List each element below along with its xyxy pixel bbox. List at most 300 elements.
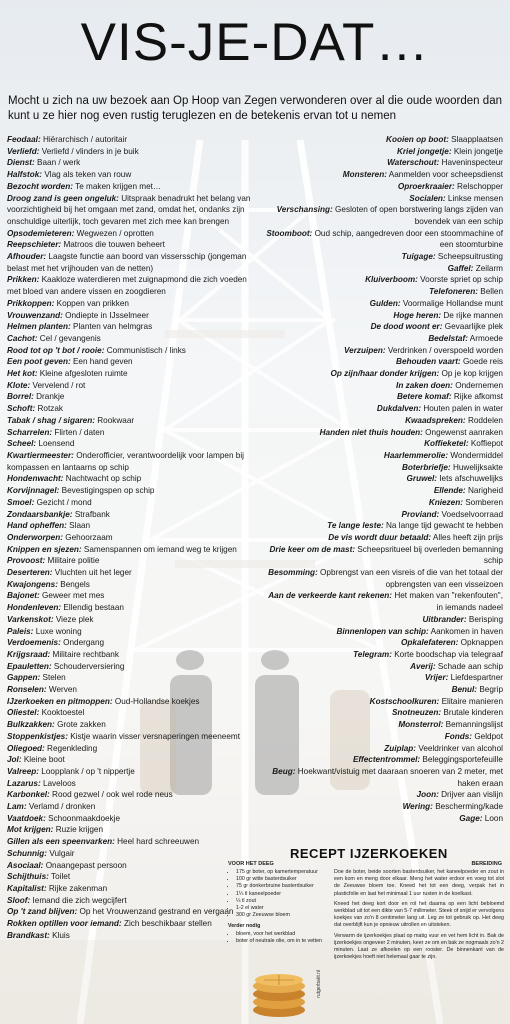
glossary-term: Verzuipen: [344, 345, 386, 355]
glossary-entry [7, 906, 253, 918]
glossary-entry [7, 637, 253, 649]
glossary-definition: Liefdespartner [450, 673, 503, 683]
glossary-definition: Roddelen [467, 415, 503, 425]
glossary-definition: Rood gezwel / ook wel rode neus [52, 790, 173, 800]
glossary-entry [263, 415, 503, 427]
glossary-definition: Grote zakken [57, 720, 106, 730]
glossary-definition: Oud schip, aangedreven door een stoommachine of een stoomturbine [314, 228, 503, 250]
glossary-definition: Luxe woning [35, 626, 82, 636]
glossary-entry [7, 801, 253, 813]
glossary-entry [263, 274, 503, 286]
glossary-definition: Houten palen in water [423, 404, 503, 414]
glossary-entry [263, 590, 503, 613]
glossary-term: Waterschout: [387, 158, 440, 168]
glossary-term: Verschansing: [276, 205, 333, 215]
glossary-entry [7, 602, 253, 614]
glossary-definition: Rotzak [37, 404, 63, 414]
glossary-term: Het kot: [7, 369, 38, 379]
glossary-definition: Aankomen in haven [430, 626, 503, 636]
recipe-step: Kneed het deeg kort door en rol het daarna op een licht bebloemd werkblad uit tot een dikte van 5-7 millimeter. Steek of snijd er vervolgens koekjes van zo'n 8 centimeter lang uit. Leg ze tot gebruik op. Het deeg dat overblijft kun je opnieuw uitrollen en uitsteken. [334, 900, 504, 929]
glossary-entry [7, 415, 253, 427]
glossary-entry [263, 567, 503, 590]
glossary-definition: Linkse mensen [447, 193, 503, 203]
glossary-term: Halfstok: [7, 170, 43, 180]
glossary-definition: Geweer met mes [42, 591, 105, 601]
glossary-definition: Voorste spriet op schip [420, 275, 503, 285]
glossary-definition: Alles heeft zijn prijs [432, 532, 503, 542]
glossary-entry [263, 520, 503, 532]
glossary-definition: Huwelijksakte [452, 462, 503, 472]
glossary-entry [263, 661, 503, 673]
glossary-term: Fonds: [444, 731, 473, 741]
glossary-term: De vis wordt duur betaald: [328, 532, 432, 542]
glossary-term: Koffieketel: [424, 439, 469, 449]
glossary-term: Bezocht worden: [7, 181, 73, 191]
glossary-term: Kniezen: [428, 497, 463, 507]
glossary-term: Kwaadspreken: [405, 415, 466, 425]
glossary-definition: Schouderversiering [53, 661, 125, 671]
glossary-entry [263, 497, 503, 509]
glossary-term: Vrouwenzand: [7, 310, 63, 320]
glossary-definition: Wondermiddel [450, 450, 503, 460]
glossary-term: Opkalefateren: [401, 638, 459, 648]
glossary-term: Afhouder: [7, 252, 47, 262]
glossary-definition: Kleine afgesloten ruimte [39, 369, 128, 379]
glossary-term: Ronselen: [7, 685, 47, 695]
glossary-definition: Scheepsritueel bij overleden bemanning schip [357, 544, 503, 566]
glossary-definition: Op je kop krijgen [441, 369, 503, 379]
ingredients-list [228, 869, 328, 945]
glossary-entry [7, 544, 253, 556]
glossary-term: Aan de verkeerde kant rekenen: [268, 591, 393, 601]
glossary-definition: Drankje [36, 392, 65, 402]
glossary-entry [263, 251, 503, 263]
glossary-entry [7, 380, 253, 392]
glossary-entry [263, 731, 503, 743]
glossary-definition: Ruzie krijgen [55, 825, 104, 835]
glossary-term: Jol: [7, 755, 22, 765]
glossary-definition: Schoonmaakdoekje [48, 813, 121, 823]
glossary-term: Hand opheffen: [7, 521, 67, 531]
glossary-term: Wering: [402, 802, 433, 812]
glossary-entry [7, 532, 253, 544]
glossary-term: Effectentrommel: [352, 755, 421, 765]
recipe-title: RECEPT IJZERKOEKEN [290, 846, 448, 861]
glossary-definition: Kaakloze waterdieren met zuignapmond die zich voeden met bloed van andere vissen en zoogdieren [7, 275, 247, 297]
glossary-definition: Begrip [479, 685, 503, 695]
glossary-entry [263, 626, 503, 638]
glossary-term: Epauletten: [7, 661, 52, 671]
glossary-term: Karbonkel: [7, 790, 50, 800]
recipe-steps [334, 869, 504, 964]
glossary-entry [7, 345, 253, 357]
glossary-term: Uitbrander: [422, 614, 467, 624]
glossary-term: Handen niet thuis houden: [319, 427, 423, 437]
glossary-term: Dienst: [7, 158, 35, 168]
glossary-definition: Gezicht / mond [36, 497, 92, 507]
glossary-entry [7, 707, 253, 719]
glossary-entry [263, 614, 503, 626]
glossary-term: Schunnig: [7, 848, 48, 858]
glossary-entry [7, 626, 253, 638]
glossary-entry [263, 427, 503, 439]
cookie-stack-icon [250, 968, 308, 1018]
glossary-term: Scheel: [7, 439, 37, 449]
glossary-definition: Loensend [38, 439, 75, 449]
glossary-term: Gruwel: [406, 474, 437, 484]
glossary-definition: Toilet [51, 872, 71, 882]
glossary-term: Reepschieter: [7, 240, 62, 250]
glossary-term: Hondenwacht: [7, 474, 64, 484]
glossary-term: Lazarus: [7, 778, 41, 788]
glossary-entry [7, 918, 253, 930]
glossary-definition: Drijver aan vislijn [441, 790, 503, 800]
glossary-entry [7, 836, 253, 848]
glossary-definition: Opknappen [460, 638, 503, 648]
glossary-definition: Ellendig bestaan [63, 603, 124, 613]
glossary-entry [7, 228, 253, 240]
glossary-term: Helmen planten: [7, 322, 71, 332]
glossary-entry [263, 754, 503, 766]
glossary-entry [7, 169, 253, 181]
glossary-definition: Zeilarm [475, 263, 503, 273]
glossary-definition: Hiërarchisch / autoritair [42, 135, 128, 144]
glossary-term: Op zijn/haar donder krijgen: [330, 369, 440, 379]
glossary-term: Drie keer om de mast: [269, 544, 356, 554]
recipe-step: Doe de boter, beide soorten basterdsuiker, het kaneelpoeder en zout in een kom en meng door elkaar. Meng het water erdoor en voeg tot slot de Zeeuwse bloem toe. Kneed het tot een deeg, verpak het in plasticfolie en laat het minimaal 1 uur rusten in de koelkast. [334, 869, 504, 897]
glossary-entry [7, 450, 253, 473]
glossary-term: Een poot geven: [7, 357, 71, 367]
glossary-definition: Ondernemen [455, 380, 503, 390]
glossary-definition: Laagste functie aan boord van vissersschip (jongeman belast met het vrijhouden van de netten) [7, 252, 247, 273]
glossary-entry [263, 509, 503, 521]
glossary-entry [263, 193, 503, 205]
glossary-term: Lam: [7, 802, 27, 812]
glossary-right-column [263, 134, 503, 824]
glossary-entry [7, 403, 253, 415]
recipe-list-item: • bloem, voor het werkblad [236, 931, 328, 938]
glossary-definition: Iets afschuwelijks [439, 474, 503, 484]
glossary-entry [263, 485, 503, 497]
glossary-entry [263, 789, 503, 801]
glossary-entry [263, 157, 503, 169]
glossary-entry [7, 251, 253, 274]
glossary-term: Joon: [416, 790, 439, 800]
glossary-entry [7, 590, 253, 602]
glossary-definition: Gevaarlijke plek [444, 322, 503, 332]
glossary-definition: Communistisch / links [106, 345, 186, 355]
glossary-term: Prikkoppen: [7, 298, 55, 308]
glossary-entry [7, 684, 253, 696]
glossary-term: Kriel jongetje: [396, 146, 452, 156]
glossary-entry [263, 286, 503, 298]
glossary-definition: Verdrinken / overspoeld worden [387, 345, 503, 355]
glossary-term: Gaffel: [447, 263, 474, 273]
glossary-entry [263, 298, 503, 310]
glossary-definition: Op het Vrouwenzand gestrand en vergaan [79, 907, 234, 917]
glossary-definition: Militaire politie [47, 556, 100, 566]
glossary-definition: Ondergang [63, 638, 105, 648]
glossary-definition: Loopplank / op 't nippertje [41, 766, 135, 776]
glossary-term: Prikken: [7, 275, 40, 285]
glossary-definition: Kooktoestel [41, 708, 85, 718]
glossary-entry [7, 579, 253, 591]
glossary-entry [263, 462, 503, 474]
glossary-term: Haarlemmerolie: [383, 450, 449, 460]
glossary-entry [7, 813, 253, 825]
glossary-entry [263, 438, 503, 450]
glossary-entry [7, 719, 253, 731]
glossary-term: Gillen als een speenvarken: [7, 837, 115, 847]
glossary-entry [7, 473, 253, 485]
glossary-entry [263, 368, 503, 380]
glossary-term: Socialen: [409, 193, 446, 203]
glossary-entry [263, 228, 503, 251]
glossary-definition: Hoekwant/vistuig met daaraan snoeren van 2 meter, met haken eraan [297, 766, 503, 788]
glossary-definition: Zich beschikbaar stellen [123, 919, 212, 929]
glossary-definition: Bengels [60, 579, 90, 589]
glossary-definition: Bellen [480, 287, 503, 297]
glossary-definition: Armoede [469, 333, 503, 343]
glossary-term: Vaatdoek: [7, 813, 46, 823]
glossary-entry [7, 672, 253, 684]
glossary-term: Asociaal: [7, 860, 44, 870]
glossary-term: Gappen: [7, 673, 41, 683]
glossary-term: Mot krijgen: [7, 825, 54, 835]
glossary-term: Boterbriefje: [401, 462, 451, 472]
glossary-term: Telefoneren: [429, 287, 478, 297]
glossary-entry [7, 333, 253, 345]
glossary-entry [7, 661, 253, 673]
glossary-term: Oliestel: [7, 708, 40, 718]
glossary-entry [263, 766, 503, 789]
glossary-term: Kwajongens: [7, 579, 58, 589]
glossary-definition: Koffiepot [470, 439, 503, 449]
glossary-entry [263, 473, 503, 485]
glossary-term: Zuiplap: [384, 743, 417, 753]
glossary-term: Besomming: [268, 568, 318, 578]
glossary-entry [263, 719, 503, 731]
page-title: VIS-JE-DAT… [80, 13, 430, 72]
glossary-entry [7, 930, 253, 942]
glossary-entry [7, 848, 253, 860]
recipe-list-item: • 1-2 el water [236, 905, 328, 912]
glossary-term: Brandkast: [7, 930, 50, 940]
glossary-term: Gage: [459, 813, 483, 823]
glossary-definition: Beleggingsportefeuille [422, 755, 503, 765]
glossary-definition: Opbrengst van een visreis of die van het totaal der opbrengsten van een visseizoen [320, 568, 503, 589]
glossary-definition: Matroos die touwen beheert [63, 240, 165, 250]
glossary-term: Varkenskot: [7, 614, 54, 624]
glossary-definition: Nachtwacht op schip [65, 474, 142, 484]
glossary-entry [263, 181, 503, 193]
glossary-term: Stoomboot: [266, 228, 313, 238]
glossary-entry [263, 544, 503, 567]
glossary-definition: Veeldrinker van alcohol [418, 743, 503, 753]
glossary-term: Scharrelen: [7, 427, 53, 437]
glossary-definition: Slaapplaatsen [451, 135, 503, 144]
glossary-definition: Vlag als teken van rouw [44, 170, 132, 180]
glossary-term: Vrijer: [424, 673, 449, 683]
glossary-definition: Elitaire manieren [441, 696, 503, 706]
glossary-term: Te lange leste: [327, 521, 384, 531]
glossary-entry [263, 321, 503, 333]
glossary-entry [7, 743, 253, 755]
glossary-term: Tuigage: [401, 252, 436, 262]
glossary-term: Stoppenkistjes: [7, 731, 68, 741]
glossary-term: Telegram: [353, 649, 392, 659]
extra-heading: Verder nodig [228, 923, 261, 930]
glossary-term: Kostschoolkuren: [369, 696, 440, 706]
glossary-entry [7, 485, 253, 497]
glossary-term: Binnenlopen van schip: [336, 626, 429, 636]
glossary-entry [7, 368, 253, 380]
glossary-entry [7, 239, 253, 251]
glossary-term: Beug: [272, 766, 296, 776]
glossary-entry [7, 520, 253, 532]
glossary-definition: Cel / gevangenis [39, 333, 101, 343]
glossary-left-column [7, 134, 253, 942]
glossary-entry [7, 310, 253, 322]
glossary-term: Schijthuis: [7, 872, 49, 882]
glossary-definition: Rijke afkomst [453, 392, 503, 402]
steps-heading: BEREIDING [471, 861, 502, 867]
recipe-list-item: • 300 gr Zeeuwse bloem [236, 912, 328, 919]
glossary-definition: Gesloten of open borstwering langs zijden van bovendek van een schip [335, 205, 503, 226]
glossary-term: Kwartiermeester: [7, 450, 74, 460]
glossary-definition: Te maken krijgen met… [75, 181, 162, 191]
glossary-entry [7, 731, 253, 743]
glossary-term: Tabak / shag / sigaren: [7, 415, 95, 425]
glossary-definition: Iemand die zich wegcijfert [32, 895, 127, 905]
glossary-definition: Voedselvoorraad [441, 509, 503, 519]
glossary-entry [7, 391, 253, 403]
glossary-term: Bajonet: [7, 591, 40, 601]
glossary-definition: Baan / werk [37, 158, 81, 168]
glossary-definition: Oud-Hollandse koekjes [114, 696, 200, 706]
glossary-definition: Narigheid [467, 486, 503, 496]
recipe-box [228, 846, 504, 1020]
glossary-definition: De rijke mannen [443, 310, 503, 320]
glossary-entry [263, 310, 503, 322]
glossary-term: Kluiverboom: [365, 275, 418, 285]
glossary-definition: Wegwezen / oprotten [76, 228, 154, 238]
glossary-term: Averij: [410, 661, 436, 671]
glossary-entry [263, 743, 503, 755]
glossary-entry [263, 263, 503, 275]
glossary-definition: Kistje waarin visser versnaperingen meeneemt [70, 731, 240, 741]
recipe-list-item: • ¼ tl zout [236, 898, 328, 905]
glossary-entry [263, 333, 503, 345]
glossary-term: Snotneuzen: [391, 708, 442, 718]
glossary-term: Hondenleven: [7, 603, 62, 613]
glossary-entry [263, 649, 503, 661]
glossary-definition: Kluis [52, 930, 70, 940]
glossary-entry [263, 345, 503, 357]
intro-text: Mocht u zich na uw bezoek aan Op Hoop van Zegen verwonderen over al die oude woorden dan kunt u ze hier nog even rustig teruglezen en de betekenis ervan tot u nemen [8, 95, 502, 122]
glossary-term: Bedelstaf: [428, 333, 468, 343]
glossary-term: Deserteren: [7, 568, 53, 578]
glossary-definition: Vervelend / rot [32, 380, 86, 390]
glossary-definition: Klein jongetje [453, 146, 503, 156]
glossary-definition: Rookwaar [97, 415, 135, 425]
glossary-definition: Een hand geven [72, 357, 133, 367]
glossary-entry [7, 860, 253, 872]
glossary-definition: Onderofficier, verantwoordelijk voor lampen bij kompassen en lantaarns op schip [7, 450, 244, 472]
glossary-entry [7, 157, 253, 169]
glossary-term: Gulden: [369, 298, 401, 308]
glossary-entry [7, 146, 253, 158]
glossary-definition: Regenkleding [47, 743, 98, 753]
glossary-term: Dukdalven: [376, 404, 422, 414]
glossary-definition: Brutale kinderen [443, 708, 503, 718]
glossary-entry [263, 134, 503, 146]
glossary-entry [7, 427, 253, 439]
glossary-entry [7, 438, 253, 450]
glossary-term: Valreep: [7, 766, 40, 776]
glossary-entry [263, 391, 503, 403]
glossary-definition: Bevestigingspen op schip [61, 486, 155, 496]
glossary-entry [7, 789, 253, 801]
glossary-definition: Schade aan schip [437, 661, 503, 671]
glossary-term: Knippen en sjezen: [7, 544, 82, 554]
glossary-definition: Verliefd / vlinders in je buik [41, 146, 139, 156]
glossary-term: In zaken doen: [396, 380, 453, 390]
glossary-entry [7, 824, 253, 836]
glossary-entry [7, 754, 253, 766]
glossary-definition: Samenspannen om iemand weg te krijgen [83, 544, 237, 554]
glossary-definition: Flirten / daten [54, 427, 105, 437]
glossary-term: Oproerkraaier: [397, 181, 455, 191]
glossary-term: Verliefd: [7, 146, 40, 156]
recipe-step: Verwarm de ijzerkoekjes plaat op matig vuur en vet hem licht in. Bak de ijzerkoekjes ongeveer 2 minuten, keer ze om en bak ze nogmaals zo'n 2 minuten. Laat ze afkoelen op een rooster. De binnenkant van de ijzerkoekjes hoeft niet helemaal gaar te zijn. [334, 932, 504, 961]
glossary-definition: Slaan [69, 521, 91, 531]
recipe-list-item: • 75 gr donkerbruine basterdsuiker [236, 883, 328, 890]
glossary-entry [7, 883, 253, 895]
glossary-definition: Ondiepte in IJsselmeer [65, 310, 149, 320]
glossary-term: Opsodemieteren: [7, 228, 75, 238]
glossary-definition: Scheepsuitrusting [437, 252, 503, 262]
recipe-list-item: • 100 gr witte basterdsuiker [236, 876, 328, 883]
glossary-definition: Verlamd / dronken [28, 802, 96, 812]
glossary-entry [263, 169, 503, 181]
glossary-term: Borrel: [7, 392, 34, 402]
glossary-entry [7, 181, 253, 193]
glossary-definition: Gehoorzaam [65, 532, 113, 542]
glossary-entry [263, 672, 503, 684]
recipe-credit: rutgerbakt.nl [316, 970, 322, 998]
recipe-list-item: • 175 gr boter, op kamertemperatuur [236, 869, 328, 876]
glossary-entry [7, 497, 253, 509]
glossary-term: Behouden vaart: [396, 357, 461, 367]
glossary-term: IJzerkoeken en pitmoppen: [7, 696, 113, 706]
glossary-term: Benul: [451, 685, 478, 695]
glossary-entry [7, 696, 253, 708]
glossary-term: De dood woont er: [370, 322, 443, 332]
glossary-entry [7, 509, 253, 521]
glossary-definition: Vieze plek [55, 614, 94, 624]
glossary-entry [7, 895, 253, 907]
glossary-term: Rood tot op 't bot / rooie: [7, 345, 105, 355]
glossary-term: Schoft: [7, 404, 36, 414]
glossary-term: Onderworpen: [7, 532, 63, 542]
glossary-entry [7, 871, 253, 883]
glossary-term: Oliegoed: [7, 743, 45, 753]
recipe-list-item: • 1¼ tl kaneelpoeder [236, 891, 328, 898]
glossary-definition: Loon [484, 813, 503, 823]
glossary-term: Hoge heren: [393, 310, 442, 320]
glossary-term: Provoost: [7, 556, 46, 566]
